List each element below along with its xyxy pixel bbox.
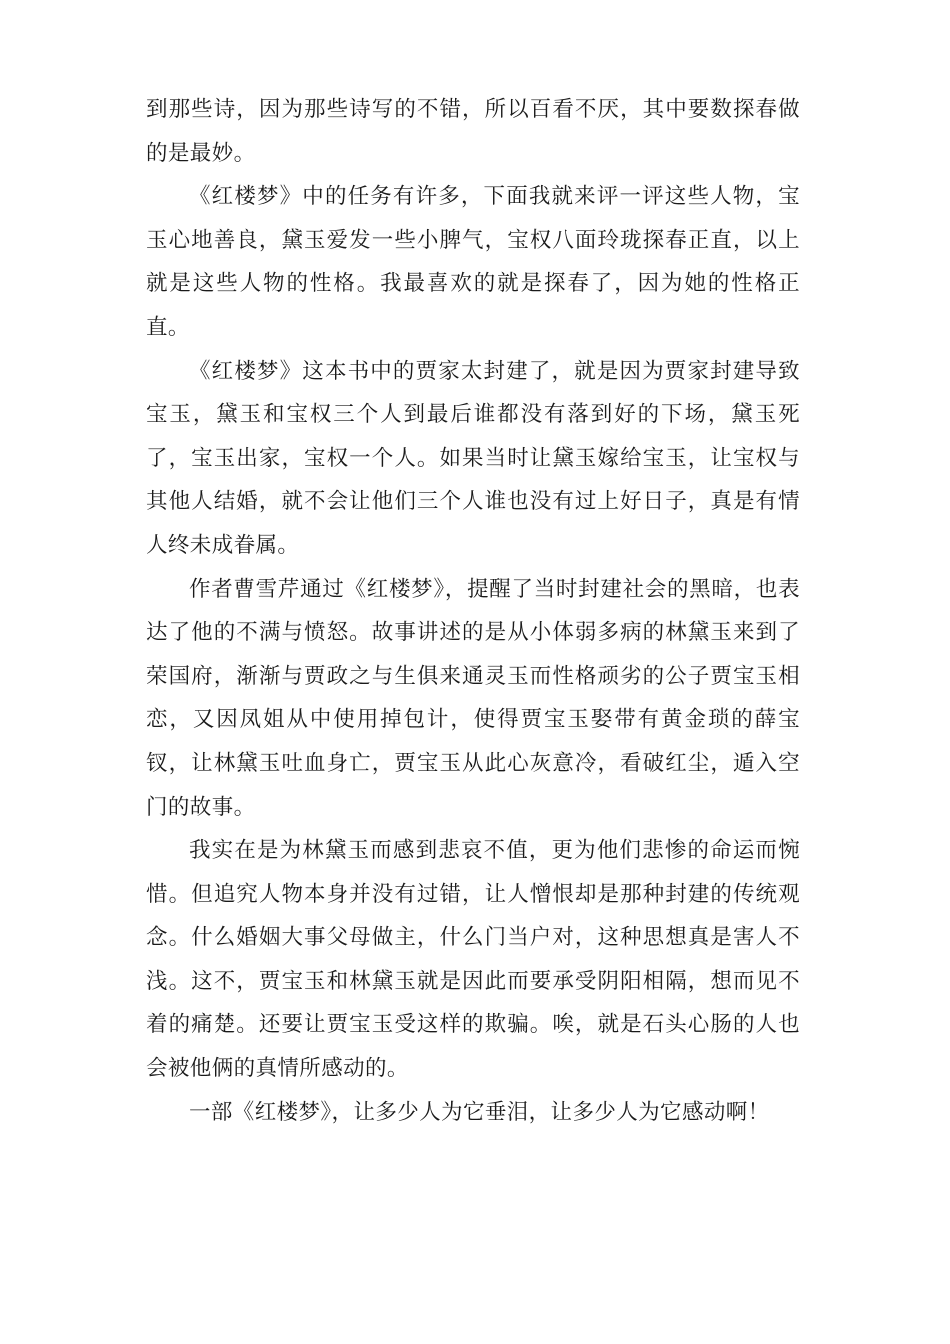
paragraph-1: 到那些诗，因为那些诗写的不错，所以百看不厌，其中要数探春做的是最妙。: [146, 97, 800, 166]
paragraph-3: 《红楼梦》这本书中的贾家太封建了，就是因为贾家封建导致宝玉，黛玉和宝权三个人到最后谁都没有落到好的下场，黛玉死了，宝玉出家，宝权一个人。如果当时让黛玉嫁给宝玉，让宝权与其他人结婚，就不会让他们三个人谁也没有过上好日子，真是有情人终未成眷属。: [146, 358, 800, 558]
document-body: [146, 88, 800, 1134]
paragraph-4: 作者曹雪芹通过《红楼梦》，提醒了当时封建社会的黑暗，也表达了他的不满与愤怒。故事讲述的是从小体弱多病的林黛玉来到了荣国府，渐渐与贾政之与生俱来通灵玉而性格顽劣的公子贾宝玉相恋，又因凤姐从中使用掉包计，使得贾宝玉娶带有黄金琐的薛宝钗，让林黛玉吐血身亡，贾宝玉从此心灰意冷，看破红尘，遁入空门的故事。: [146, 576, 800, 820]
paragraph-2: 《红楼梦》中的任务有许多，下面我就来评一评这些人物，宝玉心地善良，黛玉爱发一些小脾气，宝权八面玲珑探春正直，以上就是这些人物的性格。我最喜欢的就是探春了，因为她的性格正直。: [146, 184, 800, 340]
paragraph-6: 一部《红楼梦》，让多少人为它垂泪，让多少人为它感动啊！: [189, 1099, 770, 1125]
paragraph-5: 我实在是为林黛玉而感到悲哀不值，更为他们悲惨的命运而惋惜。但追究人物本身并没有过错，让人憎恨却是那种封建的传统观念。什么婚姻大事父母做主，什么门当户对，这种思想真是害人不浅。这不，贾宝玉和林黛玉就是因此而要承受阴阳相隔，想而见不着的痛楚。还要让贾宝玉受这样的欺骗。唉，就是石头心肠的人也会被他俩的真情所感动的。: [146, 838, 800, 1082]
